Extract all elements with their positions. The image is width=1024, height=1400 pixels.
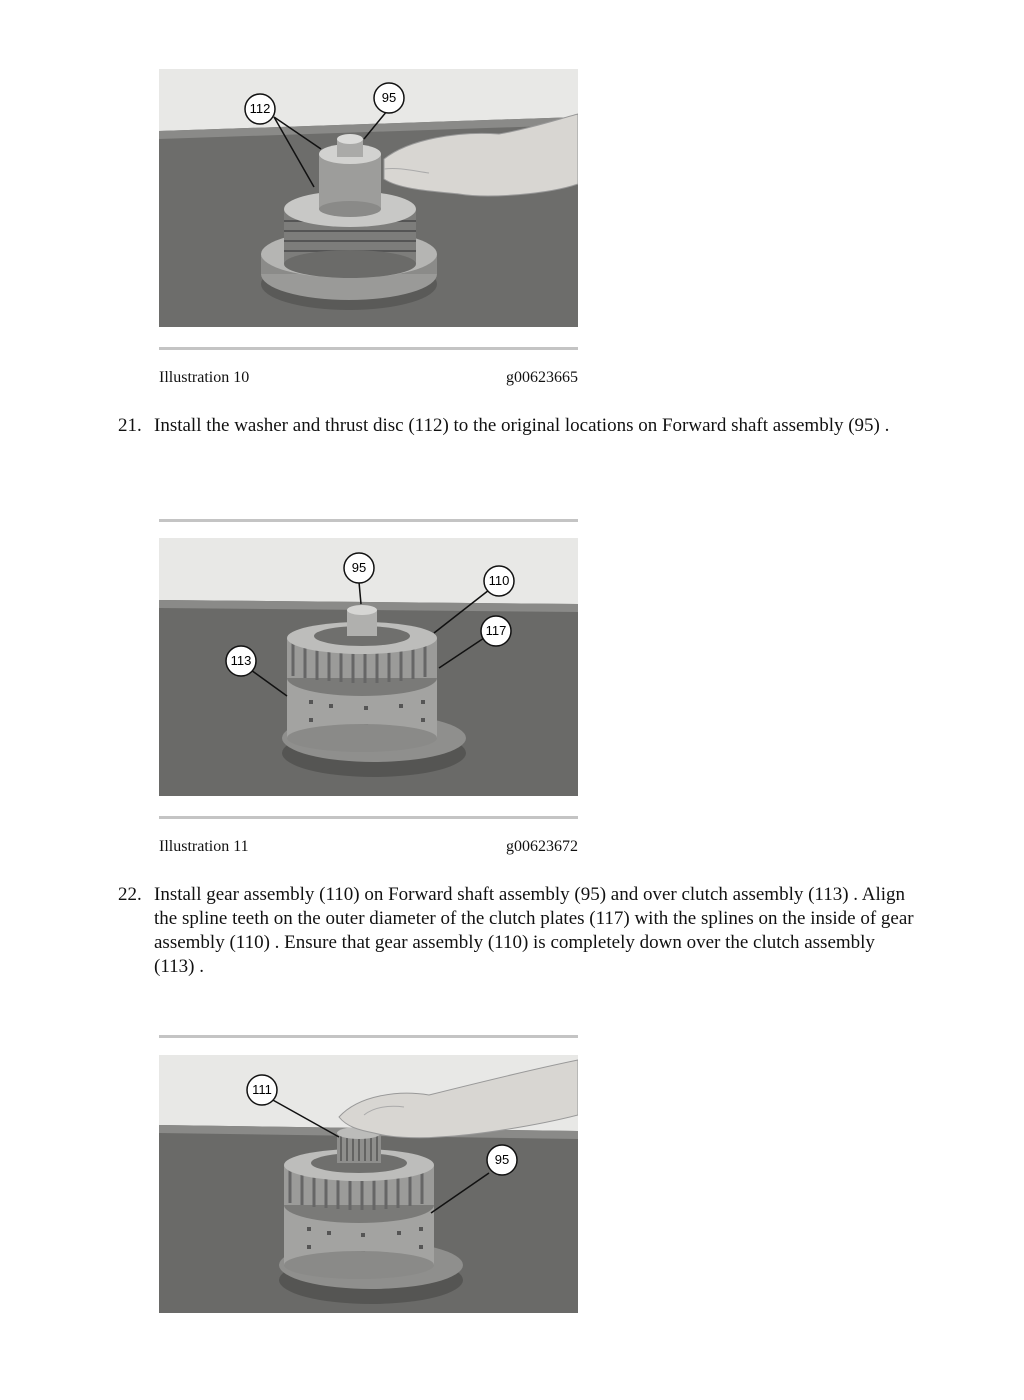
illustration-label: Illustration 10 [159,369,250,386]
figure-top-divider [159,519,578,522]
graphic-reference: g00623672 [506,838,578,855]
callout-111: 111 [252,1082,272,1097]
illustration-11-photo [159,538,578,796]
callout-110: 110 [488,573,510,588]
callout-117: 117 [485,623,507,638]
illustration-12-photo [159,1055,578,1313]
callout-95: 95 [381,90,397,105]
figure-top-divider [159,1035,578,1038]
illustration-10-photo [159,69,578,327]
step-number: 21. [118,415,142,436]
graphic-reference: g00623665 [506,369,578,386]
illustration-label: Illustration 11 [159,838,249,855]
step-text: Install the washer and thrust disc (112) to the original locations on Forward shaft assembly (95) . [154,415,890,436]
step-text: Install gear assembly (110) on Forward shaft assembly (95) and over clutch assembly (113) . Align the spline teeth on the outer diameter of the clutch plates (117) with the splines on the inside of gear assembly (110) . Ensure that gear assembly (110) is completely down over the clutch assembly (113) . [154,884,914,977]
caption-divider [159,816,578,819]
callout-112: 112 [249,101,271,116]
caption-divider [159,347,578,350]
callout-95: 95 [351,560,367,575]
step-number: 22. [118,884,142,905]
callout-113: 113 [230,653,252,668]
callout-95: 95 [494,1152,510,1167]
